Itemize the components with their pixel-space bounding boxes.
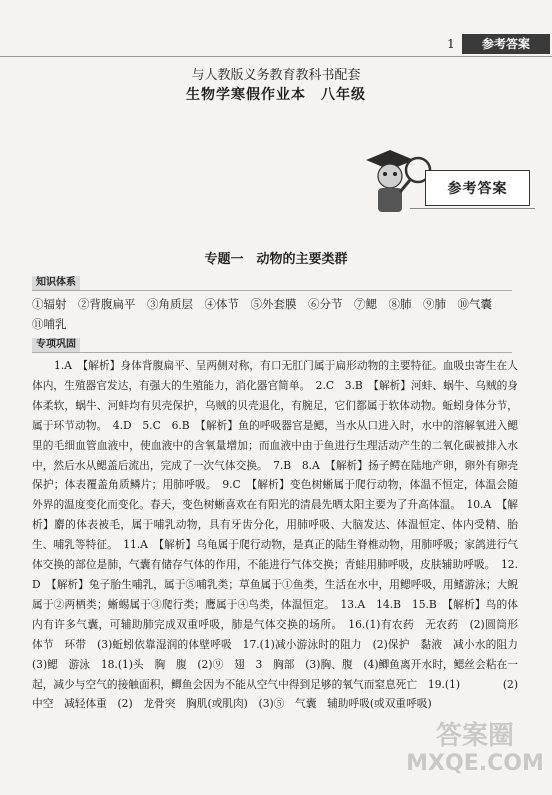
watermark-line1: 答案圈 bbox=[435, 721, 514, 751]
page-header-tag bbox=[440, 34, 550, 54]
answer-heading-box: 参考答案 bbox=[425, 170, 530, 206]
book-title: 生物学寒假作业本 八年级 bbox=[186, 87, 366, 103]
watermark-line2: MXQE.COM bbox=[406, 751, 544, 776]
topic-title: 专题一 动物的主要类群 bbox=[204, 252, 348, 267]
knowledge-system-label: 知识体系 bbox=[32, 276, 80, 290]
header-divider bbox=[0, 56, 552, 57]
site-watermark bbox=[400, 722, 550, 778]
book-subtitle: 与人教版义务教育教科书配套 bbox=[191, 68, 361, 83]
knowledge-system-divider bbox=[32, 290, 512, 291]
knowledge-system-answers: ①辐射 ②背腹扁平 ③角质层 ④体节 ⑤外套膜 ⑥分节 ⑦鳃 ⑧肺 ⑨肺 ⑩气囊 ⑪哺乳 bbox=[32, 297, 504, 331]
practice-answers: 1.A 【解析】身体背腹扁平、呈两侧对称，有口无肛门属于扁形动物的主要特征。血吸虫寄生在人体内，生殖器官发达，有强大的生殖能力，消化器官简单。 2.C 3.B 【解析】河蚌、蜗牛、乌贼的身体柔软，蜗牛、河蚌均有贝壳保护，乌贼的贝壳退化，有腕足，它们都属于软体动物。蚯蚓身体分节，属于环节动物。 4.D 5.C 6.B 【解析】鱼的呼吸器官是鳃，当水从口进入时，水中的溶解氧进入鳃里的毛细血管血液中，使血液中的含氧量增加；而血液中由于鱼进行生理活动产生的二氧化碳被排入水中，然后水从鳃盖后流出，完成了一次气体交换。 7.B 8.A 【解析】扬子鳄在陆地产卵，卵外有卵壳保护；体表覆盖角质鳞片；用肺呼吸。 9.C 【解析】变色树蜥属于爬行动物，体温不恒定，体温会随外界的温度变化而变化。春天，变色树蜥喜欢在有阳光的清晨先晒太阳主要为了升高体温。 10.A 【解析】麝的体表被毛，属于哺乳动物，具有牙齿分化，用肺呼吸、大脑发达、体温恒定、体内受精、胎生、哺乳等特征。 11.A 【解析】乌龟属于爬行动物，是真正的陆生脊椎动物，用肺呼吸；家鸽进行气体交换的部位是肺，气囊有储存气体的作用，不能进行气体交换；青蛙用肺呼吸，皮肤辅助呼吸。 12.D 【解析】兔子胎生哺乳，属于⑤哺乳类；草鱼属于①鱼类，生活在水中，用鳃呼吸，用鳍游泳；大鲵属于②两栖类；蜥蜴属于③爬行类；鹰属于④鸟类，体温恒定。 13.A 14.B 15.B 【解析】鸟的体内有许多气囊，可辅助肺完成双重呼吸，肺是气体交换的场所。 16.(1)有农药 无农药 (2)圆筒形 体节 环带 (3)蚯蚓依靠湿润的体壁呼吸 17.(1)减小游泳时的阻力 (2)保护 黏液 减小水的阻力 (3)鳃 游泳 18.(1)头 胸 腹 (2)⑨ 翅 3 胸部 (3)胸、腹 (4)鲫鱼离开水时，鳃丝会粘在一起，减少与空气的接触面积，鲫鱼会因为不能从空气中得到足够的氧气而窒息死亡 19.(1) (2)中空 减轻体重 (2) 龙骨突 胸肌(或肌肉) (3)⑤ 气囊 辅助呼吸(或双重呼吸) bbox=[32, 359, 529, 711]
page-number: 1 bbox=[447, 37, 455, 51]
practice-label: 专项巩固 bbox=[32, 338, 80, 352]
decorative-rule bbox=[410, 208, 535, 209]
practice-divider bbox=[32, 352, 512, 353]
section-tag: 参考答案 bbox=[462, 34, 550, 54]
